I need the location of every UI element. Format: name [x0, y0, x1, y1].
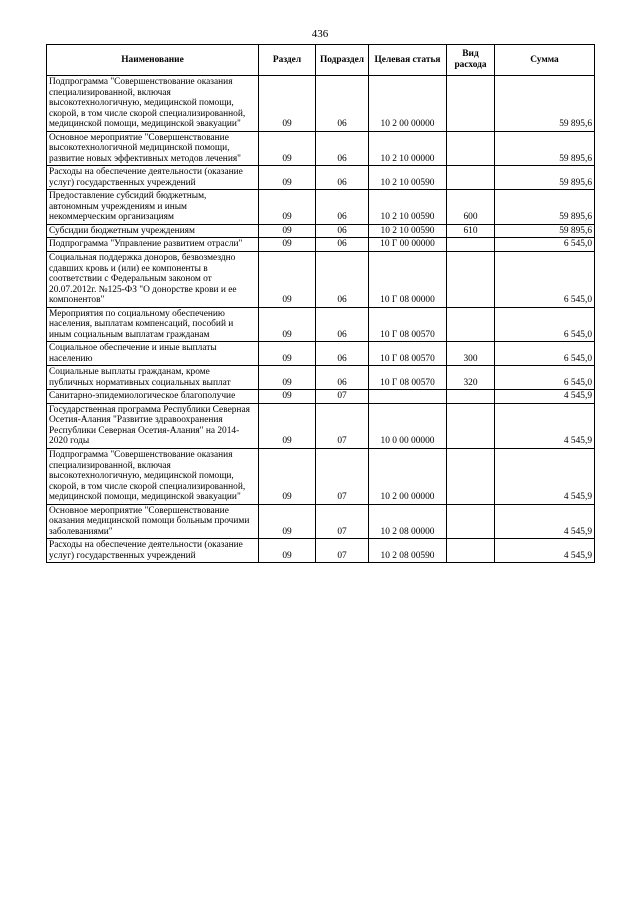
col-header-summa: Сумма: [495, 45, 595, 76]
cell-vid: [447, 238, 495, 252]
cell-razdel: 09: [259, 251, 316, 307]
table-row: [47, 131, 595, 166]
cell-podrazdel: 06: [316, 366, 369, 390]
cell-name: Мероприятия по социальному обеспечению населения, выплатам компенсаций, пособий и иным социальным выплатам гражданам: [47, 307, 259, 342]
cell-summa: 59 895,6: [495, 224, 595, 238]
cell-name: Социальное обеспечение и иные выплаты населению: [47, 342, 259, 366]
cell-razdel: 09: [259, 307, 316, 342]
cell-podrazdel: 06: [316, 190, 369, 225]
cell-podrazdel: 07: [316, 390, 369, 404]
table-row: [47, 76, 595, 132]
cell-name: Предоставление субсидий бюджетным, автономным учреждениям и иным некоммерческим организациям: [47, 190, 259, 225]
cell-statya: 10 Г 08 00570: [369, 366, 447, 390]
cell-statya: 10 2 00 00000: [369, 76, 447, 132]
cell-name: Расходы на обеспечение деятельности (оказание услуг) государственных учреждений: [47, 539, 259, 563]
cell-name: Основное мероприятие "Совершенствование высокотехнологичной медицинской помощи, развитие новых эффективных методов лечения": [47, 131, 259, 166]
cell-summa: 59 895,6: [495, 131, 595, 166]
table-row: [47, 449, 595, 505]
cell-razdel: 09: [259, 403, 316, 448]
table-row: [47, 366, 595, 390]
cell-statya: 10 2 08 00000: [369, 504, 447, 539]
cell-summa: 6 545,0: [495, 238, 595, 252]
cell-podrazdel: 06: [316, 238, 369, 252]
cell-statya: 10 2 08 00590: [369, 539, 447, 563]
cell-statya: 10 Г 00 00000: [369, 238, 447, 252]
cell-vid: [447, 251, 495, 307]
table-row: [47, 539, 595, 563]
cell-statya: 10 Г 08 00570: [369, 342, 447, 366]
cell-vid: [447, 131, 495, 166]
cell-razdel: 09: [259, 166, 316, 190]
cell-razdel: 09: [259, 366, 316, 390]
cell-podrazdel: 06: [316, 342, 369, 366]
cell-summa: 59 895,6: [495, 190, 595, 225]
cell-razdel: 09: [259, 131, 316, 166]
col-header-razdel: Раздел: [259, 45, 316, 76]
cell-razdel: 09: [259, 76, 316, 132]
table-row: [47, 224, 595, 238]
cell-statya: 10 2 10 00590: [369, 190, 447, 225]
col-header-name: Наименование: [47, 45, 259, 76]
table-row: [47, 342, 595, 366]
cell-vid: 320: [447, 366, 495, 390]
cell-summa: 6 545,0: [495, 307, 595, 342]
cell-razdel: 09: [259, 449, 316, 505]
cell-summa: 59 895,6: [495, 166, 595, 190]
cell-name: Подпрограмма "Совершенствование оказания специализированной, включая высокотехнологичную, медицинской помощи, скорой, в том числе скорой специализированной, медицинской помощи, медицинской эвакуации": [47, 449, 259, 505]
cell-name: Социальная поддержка доноров, безвозмездно сдавших кровь и (или) ее компоненты в соответствии с Федеральным законом от 20.07.2012г. №125-ФЗ "О донорстве крови и ее компонентов": [47, 251, 259, 307]
budget-table: [46, 44, 595, 563]
cell-name: Расходы на обеспечение деятельности (оказание услуг) государственных учреждений: [47, 166, 259, 190]
table-row: [47, 251, 595, 307]
table-row: [47, 307, 595, 342]
cell-summa: 6 545,0: [495, 366, 595, 390]
cell-statya: 10 2 10 00590: [369, 224, 447, 238]
cell-podrazdel: 07: [316, 539, 369, 563]
cell-podrazdel: 06: [316, 131, 369, 166]
cell-podrazdel: 06: [316, 224, 369, 238]
cell-vid: [447, 539, 495, 563]
cell-podrazdel: 06: [316, 307, 369, 342]
cell-name: Государственная программа Республики Северная Осетия-Алания "Развитие здравоохранения Республики Северная Осетия-Алания" на 2014-2020 годы: [47, 403, 259, 448]
cell-name: Подпрограмма "Совершенствование оказания специализированной, включая высокотехнологичную, медицинской помощи, скорой, в том числе скорой специализированной, медицинской помощи, медицинской эвакуации": [47, 76, 259, 132]
col-header-statya: Целевая статья: [369, 45, 447, 76]
table-row: [47, 403, 595, 448]
cell-name: Основное мероприятие "Совершенствование оказания медицинской помощи больным прочими заболеваниями": [47, 504, 259, 539]
cell-statya: 10 2 00 00000: [369, 449, 447, 505]
cell-razdel: 09: [259, 504, 316, 539]
cell-name: Субсидии бюджетным учреждениям: [47, 224, 259, 238]
cell-razdel: 09: [259, 238, 316, 252]
cell-statya: 10 2 10 00000: [369, 131, 447, 166]
cell-statya: 10 Г 08 00570: [369, 307, 447, 342]
cell-vid: [447, 403, 495, 448]
cell-statya: [369, 390, 447, 404]
cell-summa: 4 545,9: [495, 449, 595, 505]
cell-summa: 4 545,9: [495, 403, 595, 448]
cell-podrazdel: 06: [316, 251, 369, 307]
cell-statya: 10 2 10 00590: [369, 166, 447, 190]
cell-razdel: 09: [259, 342, 316, 366]
table-row: [47, 390, 595, 404]
cell-podrazdel: 07: [316, 504, 369, 539]
table-row: [47, 190, 595, 225]
cell-podrazdel: 07: [316, 403, 369, 448]
cell-statya: 10 Г 08 00000: [369, 251, 447, 307]
table-row: [47, 238, 595, 252]
cell-summa: 4 545,9: [495, 539, 595, 563]
cell-summa: 59 895,6: [495, 76, 595, 132]
cell-vid: [447, 166, 495, 190]
cell-summa: 6 545,0: [495, 342, 595, 366]
cell-razdel: 09: [259, 390, 316, 404]
cell-podrazdel: 06: [316, 166, 369, 190]
cell-razdel: 09: [259, 190, 316, 225]
cell-vid: 600: [447, 190, 495, 225]
col-header-vid: Вид расхода: [447, 45, 495, 76]
cell-vid: [447, 76, 495, 132]
cell-summa: 4 545,9: [495, 504, 595, 539]
cell-vid: [447, 449, 495, 505]
col-header-podrazdel: Подраздел: [316, 45, 369, 76]
cell-vid: [447, 504, 495, 539]
cell-vid: 300: [447, 342, 495, 366]
table-row: [47, 166, 595, 190]
cell-summa: 4 545,9: [495, 390, 595, 404]
cell-podrazdel: 07: [316, 449, 369, 505]
page-number: 436: [311, 28, 329, 40]
table-header-row: [47, 45, 595, 76]
cell-razdel: 09: [259, 539, 316, 563]
cell-razdel: 09: [259, 224, 316, 238]
table-row: [47, 504, 595, 539]
cell-podrazdel: 06: [316, 76, 369, 132]
cell-name: Подпрограмма "Управление развитием отрасли": [47, 238, 259, 252]
cell-name: Социальные выплаты гражданам, кроме публичных нормативных социальных выплат: [47, 366, 259, 390]
cell-statya: 10 0 00 00000: [369, 403, 447, 448]
cell-vid: 610: [447, 224, 495, 238]
cell-vid: [447, 390, 495, 404]
cell-name: Санитарно-эпидемиологическое благополучие: [47, 390, 259, 404]
cell-summa: 6 545,0: [495, 251, 595, 307]
cell-vid: [447, 307, 495, 342]
